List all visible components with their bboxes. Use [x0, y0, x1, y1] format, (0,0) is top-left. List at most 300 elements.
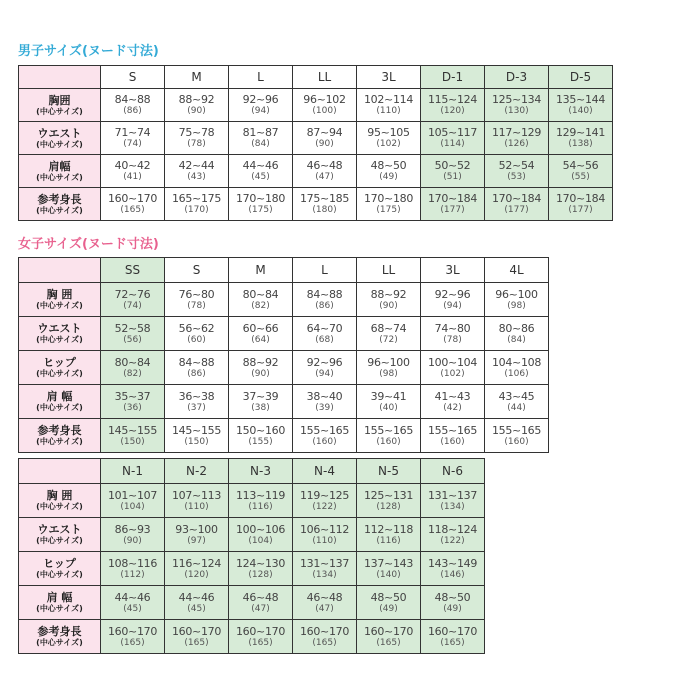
size-value-cell — [357, 155, 421, 188]
size-value-cell — [485, 122, 549, 155]
size-value-cell — [229, 188, 293, 221]
center-size: (90) — [379, 300, 398, 311]
size-range: 46~48 — [306, 590, 343, 604]
measurement-label-cell — [19, 155, 101, 188]
size-value-cell — [101, 620, 165, 654]
size-range: 104~108 — [491, 355, 542, 369]
size-range: 37~39 — [242, 389, 279, 403]
center-size: (49) — [443, 603, 462, 614]
size-range: 155~165 — [427, 423, 478, 437]
size-range: 101~107 — [107, 488, 158, 502]
center-size: (82) — [123, 368, 142, 379]
size-range: 170~184 — [427, 192, 478, 205]
size-value-cell — [101, 385, 165, 419]
center-size: (155) — [248, 436, 273, 447]
center-size: (165) — [440, 637, 465, 648]
size-value-cell — [421, 188, 485, 221]
size-range: 170~180 — [235, 192, 286, 205]
size-range: 137~143 — [363, 556, 414, 570]
size-column-header: LL — [293, 66, 357, 89]
size-value-cell — [165, 552, 229, 586]
center-size: (110) — [184, 501, 209, 512]
size-value-cell — [549, 188, 613, 221]
size-column-header: N-1 — [101, 459, 165, 484]
size-value-cell — [101, 518, 165, 552]
size-range: 75~78 — [178, 126, 215, 139]
size-value-cell — [485, 385, 549, 419]
measurement-sublabel: (中心サイズ) — [36, 502, 83, 511]
size-value-cell — [165, 419, 229, 453]
size-range: 96~100 — [495, 287, 538, 301]
center-size: (78) — [443, 334, 462, 345]
center-size: (98) — [379, 368, 398, 379]
size-range: 107~113 — [171, 488, 222, 502]
table-row — [19, 155, 613, 188]
table-row — [19, 385, 549, 419]
measurement-label-cell — [19, 518, 101, 552]
center-size: (177) — [504, 205, 529, 215]
size-range: 81~87 — [242, 126, 279, 139]
size-range: 106~112 — [299, 522, 350, 536]
size-value-cell — [229, 317, 293, 351]
size-range: 125~134 — [491, 93, 542, 106]
size-range: 39~41 — [370, 389, 407, 403]
center-size: (86) — [187, 368, 206, 379]
size-range: 74~80 — [434, 321, 471, 335]
size-range: 84~88 — [114, 93, 151, 106]
size-range: 150~160 — [235, 423, 286, 437]
size-value-cell — [165, 586, 229, 620]
size-range: 160~170 — [235, 624, 286, 638]
center-size: (165) — [376, 637, 401, 648]
size-range: 35~37 — [114, 389, 151, 403]
center-size: (177) — [568, 205, 593, 215]
size-value-cell — [293, 122, 357, 155]
table-row — [19, 283, 549, 317]
size-range: 175~185 — [299, 192, 350, 205]
size-value-cell — [229, 155, 293, 188]
size-value-cell — [421, 122, 485, 155]
size-range: 48~50 — [370, 590, 407, 604]
measurement-sublabel: (中心サイズ) — [36, 638, 83, 647]
size-value-cell — [421, 317, 485, 351]
measurement-label-cell — [19, 351, 101, 385]
size-range: 100~106 — [235, 522, 286, 536]
measurement-label: 胸 囲 — [46, 489, 73, 502]
size-range: 43~45 — [498, 389, 535, 403]
size-range: 160~170 — [107, 192, 158, 205]
center-size: (90) — [251, 368, 270, 379]
men-size-title: 男子サイズ(ヌード寸法) — [18, 44, 159, 59]
table-row — [19, 317, 549, 351]
measurement-label-cell — [19, 484, 101, 518]
size-value-cell — [357, 586, 421, 620]
measurement-sublabel: (中心サイズ) — [36, 301, 83, 310]
size-value-cell — [421, 283, 485, 317]
measurement-label: 参考身長 — [37, 625, 82, 638]
size-value-cell — [101, 419, 165, 453]
size-value-cell — [101, 155, 165, 188]
size-value-cell — [229, 518, 293, 552]
center-size: (138) — [568, 139, 593, 149]
size-value-cell — [165, 385, 229, 419]
size-value-cell — [485, 89, 549, 122]
measurement-sublabel: (中心サイズ) — [36, 172, 83, 182]
size-range: 131~137 — [299, 556, 350, 570]
size-column-header: M — [165, 66, 229, 89]
size-value-cell — [421, 518, 485, 552]
center-size: (110) — [376, 106, 401, 116]
size-value-cell — [421, 155, 485, 188]
size-column-header: L — [229, 66, 293, 89]
size-range: 88~92 — [370, 287, 407, 301]
size-range: 119~125 — [299, 488, 350, 502]
size-range: 160~170 — [299, 624, 350, 638]
measurement-sublabel: (中心サイズ) — [36, 139, 83, 149]
size-value-cell — [293, 317, 357, 351]
size-range: 60~66 — [242, 321, 279, 335]
size-value-cell — [421, 89, 485, 122]
size-range: 160~170 — [427, 624, 478, 638]
size-value-cell — [485, 419, 549, 453]
size-range: 48~50 — [370, 159, 407, 172]
measurement-sublabel: (中心サイズ) — [36, 369, 83, 378]
center-size: (165) — [120, 637, 145, 648]
center-size: (146) — [440, 569, 465, 580]
women-size-title: 女子サイズ(ヌード寸法) — [18, 237, 159, 252]
center-size: (84) — [507, 334, 526, 345]
measurement-label-cell — [19, 317, 101, 351]
size-range: 143~149 — [427, 556, 478, 570]
center-size: (140) — [568, 106, 593, 116]
size-range: 160~170 — [107, 624, 158, 638]
size-value-cell — [293, 419, 357, 453]
size-range: 112~118 — [363, 522, 414, 536]
size-value-cell — [165, 122, 229, 155]
size-range: 165~175 — [171, 192, 222, 205]
center-size: (43) — [187, 172, 206, 182]
center-size: (130) — [504, 106, 529, 116]
center-size: (160) — [312, 436, 337, 447]
center-size: (94) — [251, 106, 270, 116]
size-range: 96~100 — [367, 355, 410, 369]
size-range: 124~130 — [235, 556, 286, 570]
size-range: 113~119 — [235, 488, 286, 502]
size-value-cell — [293, 89, 357, 122]
center-size: (41) — [123, 172, 142, 182]
size-range: 44~46 — [178, 590, 215, 604]
size-range: 46~48 — [306, 159, 343, 172]
size-value-cell — [165, 317, 229, 351]
size-value-cell — [293, 155, 357, 188]
size-value-cell — [293, 586, 357, 620]
size-value-cell — [101, 89, 165, 122]
size-range: 92~96 — [242, 93, 279, 106]
size-column-header: D-5 — [549, 66, 613, 89]
size-range: 129~141 — [555, 126, 606, 139]
size-range: 50~52 — [434, 159, 471, 172]
table-header-row — [19, 459, 485, 484]
size-value-cell — [549, 155, 613, 188]
center-size: (165) — [184, 637, 209, 648]
size-range: 72~76 — [114, 287, 151, 301]
center-size: (45) — [251, 172, 270, 182]
center-size: (134) — [312, 569, 337, 580]
measurement-label: 胸 囲 — [46, 288, 73, 301]
size-value-cell — [101, 552, 165, 586]
measurement-label-cell — [19, 89, 101, 122]
size-range: 36~38 — [178, 389, 215, 403]
measurement-label-cell — [19, 620, 101, 654]
center-size: (126) — [504, 139, 529, 149]
center-size: (177) — [440, 205, 465, 215]
size-value-cell — [549, 122, 613, 155]
center-size: (106) — [504, 368, 529, 379]
size-range: 135~144 — [555, 93, 606, 106]
center-size: (47) — [251, 603, 270, 614]
center-size: (45) — [187, 603, 206, 614]
center-size: (180) — [312, 205, 337, 215]
size-value-cell — [293, 552, 357, 586]
size-value-cell — [229, 283, 293, 317]
center-size: (49) — [379, 172, 398, 182]
size-range: 96~102 — [303, 93, 346, 106]
size-range: 170~184 — [491, 192, 542, 205]
size-column-header: S — [165, 258, 229, 283]
size-value-cell — [165, 155, 229, 188]
center-size: (86) — [123, 106, 142, 116]
size-range: 160~170 — [363, 624, 414, 638]
center-size: (90) — [315, 139, 334, 149]
size-value-cell — [165, 351, 229, 385]
center-size: (112) — [120, 569, 145, 580]
center-size: (55) — [571, 172, 590, 182]
size-range: 48~50 — [434, 590, 471, 604]
measurement-label: ウエスト — [37, 322, 82, 335]
measurement-sublabel: (中心サイズ) — [36, 205, 83, 215]
table-row — [19, 484, 485, 518]
size-value-cell — [293, 385, 357, 419]
size-range: 88~92 — [242, 355, 279, 369]
size-range: 80~84 — [114, 355, 151, 369]
table-row — [19, 518, 485, 552]
table-row — [19, 620, 485, 654]
size-range: 170~180 — [363, 192, 414, 205]
size-range: 84~88 — [306, 287, 343, 301]
table-row — [19, 419, 549, 453]
header-corner-cell — [19, 459, 101, 484]
center-size: (102) — [440, 368, 465, 379]
size-value-cell — [229, 552, 293, 586]
size-range: 46~48 — [242, 590, 279, 604]
size-range: 44~46 — [114, 590, 151, 604]
size-value-cell — [165, 620, 229, 654]
size-value-cell — [101, 188, 165, 221]
center-size: (122) — [312, 501, 337, 512]
center-size: (116) — [248, 501, 273, 512]
center-size: (78) — [187, 300, 206, 311]
center-size: (90) — [187, 106, 206, 116]
center-size: (36) — [123, 402, 142, 413]
measurement-label-cell — [19, 419, 101, 453]
size-value-cell — [357, 518, 421, 552]
size-range: 88~92 — [178, 93, 215, 106]
center-size: (102) — [376, 139, 401, 149]
size-value-cell — [293, 620, 357, 654]
center-size: (47) — [315, 172, 334, 182]
measurement-label: ヒップ — [43, 557, 76, 570]
center-size: (128) — [376, 501, 401, 512]
center-size: (47) — [315, 603, 334, 614]
center-size: (98) — [507, 300, 526, 311]
center-size: (49) — [379, 603, 398, 614]
center-size: (74) — [123, 139, 142, 149]
size-value-cell — [293, 518, 357, 552]
table-row — [19, 586, 485, 620]
center-size: (175) — [376, 205, 401, 215]
size-value-cell — [549, 89, 613, 122]
measurement-label: ウエスト — [37, 126, 82, 140]
measurement-label-cell — [19, 122, 101, 155]
center-size: (100) — [312, 106, 337, 116]
measurement-sublabel: (中心サイズ) — [36, 106, 83, 116]
size-value-cell — [101, 283, 165, 317]
size-range: 160~170 — [171, 624, 222, 638]
center-size: (120) — [184, 569, 209, 580]
size-range: 38~40 — [306, 389, 343, 403]
center-size: (128) — [248, 569, 273, 580]
size-value-cell — [421, 552, 485, 586]
size-value-cell — [357, 385, 421, 419]
size-value-cell — [165, 518, 229, 552]
center-size: (84) — [251, 139, 270, 149]
center-size: (40) — [379, 402, 398, 413]
size-range: 44~46 — [242, 159, 279, 172]
center-size: (165) — [312, 637, 337, 648]
size-range: 92~96 — [306, 355, 343, 369]
measurement-label-cell — [19, 385, 101, 419]
size-value-cell — [357, 552, 421, 586]
size-value-cell — [485, 283, 549, 317]
center-size: (94) — [443, 300, 462, 311]
center-size: (97) — [187, 535, 206, 546]
size-value-cell — [165, 188, 229, 221]
size-value-cell — [485, 155, 549, 188]
measurement-label: 参考身長 — [37, 424, 82, 437]
measurement-sublabel: (中心サイズ) — [36, 437, 83, 446]
center-size: (90) — [123, 535, 142, 546]
measurement-label: 肩 幅 — [46, 390, 73, 403]
size-value-cell — [357, 283, 421, 317]
table-row — [19, 552, 485, 586]
size-column-header: N-2 — [165, 459, 229, 484]
table-row — [19, 188, 613, 221]
size-range: 52~58 — [114, 321, 151, 335]
center-size: (86) — [315, 300, 334, 311]
table-header-row — [19, 258, 549, 283]
size-range: 71~74 — [114, 126, 151, 139]
size-value-cell — [357, 419, 421, 453]
size-value-cell — [101, 122, 165, 155]
women-size-table-2 — [18, 458, 485, 654]
size-range: 105~117 — [427, 126, 478, 139]
size-value-cell — [357, 188, 421, 221]
size-column-header: LL — [357, 258, 421, 283]
size-range: 155~165 — [363, 423, 414, 437]
header-corner-cell — [19, 258, 101, 283]
size-value-cell — [293, 283, 357, 317]
center-size: (150) — [120, 436, 145, 447]
size-column-header: SS — [101, 258, 165, 283]
center-size: (94) — [315, 368, 334, 379]
header-corner-cell — [19, 66, 101, 89]
size-range: 76~80 — [178, 287, 215, 301]
center-size: (45) — [123, 603, 142, 614]
measurement-label: 胸囲 — [48, 93, 71, 107]
size-value-cell — [357, 351, 421, 385]
size-range: 41~43 — [434, 389, 471, 403]
measurement-label: ウエスト — [37, 523, 82, 536]
center-size: (140) — [376, 569, 401, 580]
size-value-cell — [485, 317, 549, 351]
table-row — [19, 89, 613, 122]
size-column-header: D-3 — [485, 66, 549, 89]
center-size: (78) — [187, 139, 206, 149]
center-size: (53) — [507, 172, 526, 182]
size-value-cell — [485, 351, 549, 385]
size-value-cell — [357, 122, 421, 155]
size-range: 42~44 — [178, 159, 215, 172]
size-range: 102~114 — [363, 93, 414, 106]
size-range: 93~100 — [175, 522, 218, 536]
center-size: (64) — [251, 334, 270, 345]
size-column-header: N-5 — [357, 459, 421, 484]
center-size: (134) — [440, 501, 465, 512]
size-value-cell — [229, 586, 293, 620]
size-value-cell — [421, 419, 485, 453]
size-value-cell — [293, 484, 357, 518]
size-value-cell — [357, 89, 421, 122]
size-range: 56~62 — [178, 321, 215, 335]
size-range: 68~74 — [370, 321, 407, 335]
size-value-cell — [229, 385, 293, 419]
size-range: 155~165 — [491, 423, 542, 437]
size-value-cell — [229, 484, 293, 518]
size-range: 100~104 — [427, 355, 478, 369]
size-range: 145~155 — [107, 423, 158, 437]
size-column-header: N-3 — [229, 459, 293, 484]
size-value-cell — [165, 484, 229, 518]
measurement-label-cell — [19, 283, 101, 317]
center-size: (114) — [440, 139, 465, 149]
measurement-label-cell — [19, 552, 101, 586]
table-row — [19, 122, 613, 155]
size-value-cell — [421, 586, 485, 620]
size-range: 52~54 — [498, 159, 535, 172]
table-header-row — [19, 66, 613, 89]
size-column-header: 3L — [421, 258, 485, 283]
table-row — [19, 351, 549, 385]
size-range: 170~184 — [555, 192, 606, 205]
size-range: 117~129 — [491, 126, 542, 139]
size-value-cell — [293, 351, 357, 385]
size-column-header: L — [293, 258, 357, 283]
measurement-sublabel: (中心サイズ) — [36, 604, 83, 613]
size-value-cell — [229, 419, 293, 453]
size-value-cell — [165, 89, 229, 122]
measurement-label-cell — [19, 188, 101, 221]
size-column-header: M — [229, 258, 293, 283]
